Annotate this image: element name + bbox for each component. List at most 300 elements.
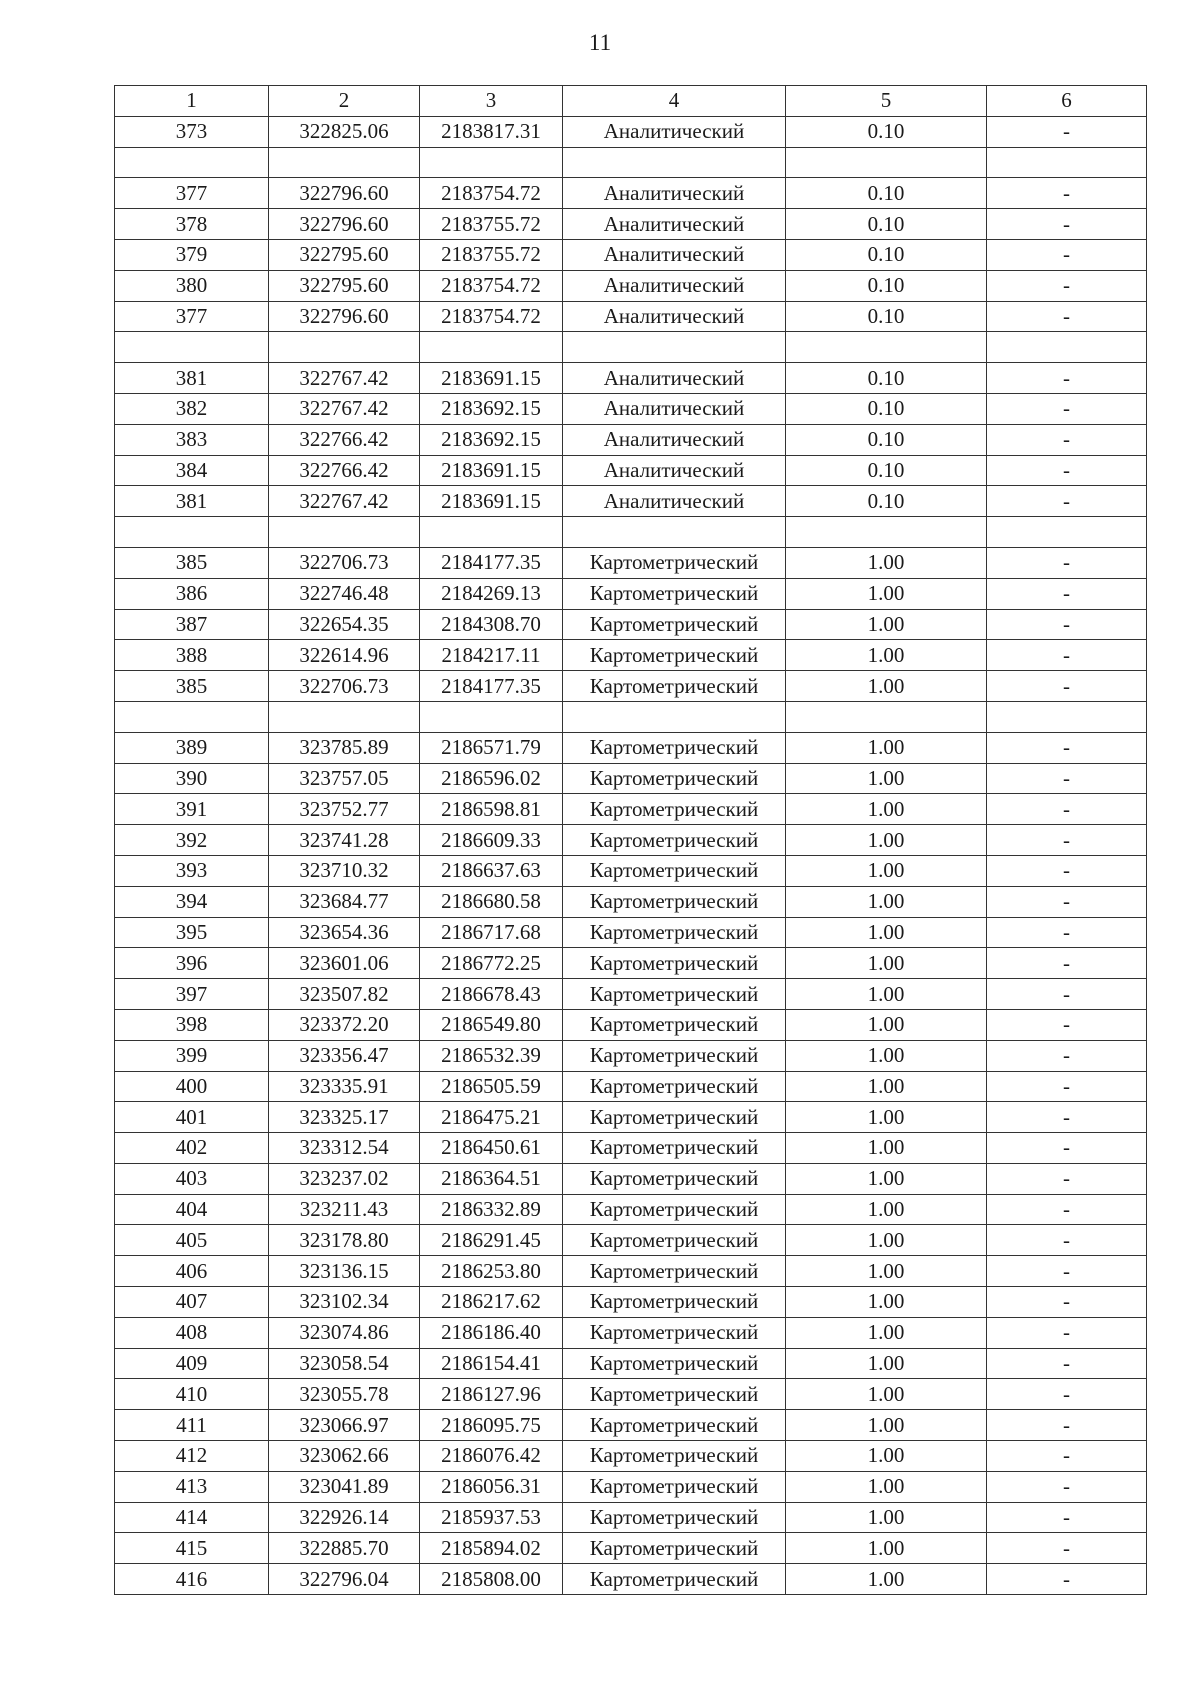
accuracy-cell: 1.00 xyxy=(786,1287,987,1318)
y-coordinate-cell: 2186332.89 xyxy=(420,1194,563,1225)
accuracy-cell: 1.00 xyxy=(786,1102,987,1133)
column-header: 5 xyxy=(786,86,987,117)
point-number-cell xyxy=(115,701,269,732)
point-number-cell: 416 xyxy=(115,1564,269,1595)
accuracy-cell xyxy=(786,701,987,732)
point-number-cell: 411 xyxy=(115,1410,269,1441)
method-cell: Картометрический xyxy=(563,886,786,917)
y-coordinate-cell: 2184308.70 xyxy=(420,609,563,640)
method-cell: Картометрический xyxy=(563,948,786,979)
point-number-cell: 378 xyxy=(115,209,269,240)
table-row xyxy=(115,825,1147,856)
y-coordinate-cell: 2183755.72 xyxy=(420,239,563,270)
table-row xyxy=(115,886,1147,917)
accuracy-cell: 0.10 xyxy=(786,455,987,486)
point-number-cell: 404 xyxy=(115,1194,269,1225)
y-coordinate-cell: 2185808.00 xyxy=(420,1564,563,1595)
method-cell: Картометрический xyxy=(563,578,786,609)
notes-cell: - xyxy=(987,1102,1147,1133)
notes-cell: - xyxy=(987,209,1147,240)
point-number-cell: 383 xyxy=(115,424,269,455)
y-coordinate-cell: 2186076.42 xyxy=(420,1441,563,1472)
notes-cell: - xyxy=(987,1163,1147,1194)
point-number-cell: 412 xyxy=(115,1441,269,1472)
x-coordinate-cell: 323684.77 xyxy=(269,886,420,917)
point-number-cell: 407 xyxy=(115,1287,269,1318)
accuracy-cell: 1.00 xyxy=(786,1317,987,1348)
notes-cell: - xyxy=(987,1009,1147,1040)
x-coordinate-cell: 323211.43 xyxy=(269,1194,420,1225)
point-number-cell: 377 xyxy=(115,178,269,209)
accuracy-cell: 0.10 xyxy=(786,424,987,455)
notes-cell: - xyxy=(987,671,1147,702)
table-row xyxy=(115,1441,1147,1472)
method-cell: Картометрический xyxy=(563,547,786,578)
point-number-cell: 379 xyxy=(115,239,269,270)
point-number-cell: 390 xyxy=(115,763,269,794)
notes-cell: - xyxy=(987,732,1147,763)
point-number-cell: 415 xyxy=(115,1533,269,1564)
method-cell: Картометрический xyxy=(563,732,786,763)
accuracy-cell: 1.00 xyxy=(786,1379,987,1410)
point-number-cell: 397 xyxy=(115,979,269,1010)
x-coordinate-cell: 323752.77 xyxy=(269,794,420,825)
method-cell: Аналитический xyxy=(563,301,786,332)
method-cell: Картометрический xyxy=(563,979,786,1010)
table-row xyxy=(115,1564,1147,1595)
y-coordinate-cell: 2186291.45 xyxy=(420,1225,563,1256)
accuracy-cell xyxy=(786,517,987,548)
x-coordinate-cell: 323055.78 xyxy=(269,1379,420,1410)
notes-cell: - xyxy=(987,239,1147,270)
method-cell xyxy=(563,147,786,178)
x-coordinate-cell: 322796.60 xyxy=(269,301,420,332)
point-number-cell: 385 xyxy=(115,671,269,702)
column-header: 2 xyxy=(269,86,420,117)
notes-cell: - xyxy=(987,855,1147,886)
method-cell: Аналитический xyxy=(563,393,786,424)
y-coordinate-cell xyxy=(420,517,563,548)
notes-cell: - xyxy=(987,1071,1147,1102)
method-cell: Картометрический xyxy=(563,1317,786,1348)
notes-cell: - xyxy=(987,424,1147,455)
y-coordinate-cell: 2185894.02 xyxy=(420,1533,563,1564)
method-cell: Картометрический xyxy=(563,609,786,640)
point-number-cell: 398 xyxy=(115,1009,269,1040)
method-cell: Картометрический xyxy=(563,917,786,948)
x-coordinate-cell: 323372.20 xyxy=(269,1009,420,1040)
y-coordinate-cell: 2184177.35 xyxy=(420,547,563,578)
point-number-cell: 403 xyxy=(115,1163,269,1194)
notes-cell: - xyxy=(987,1040,1147,1071)
accuracy-cell: 1.00 xyxy=(786,948,987,979)
table-row xyxy=(115,763,1147,794)
notes-cell: - xyxy=(987,640,1147,671)
x-coordinate-cell: 323178.80 xyxy=(269,1225,420,1256)
method-cell: Картометрический xyxy=(563,1225,786,1256)
notes-cell: - xyxy=(987,1225,1147,1256)
accuracy-cell: 1.00 xyxy=(786,1564,987,1595)
accuracy-cell: 1.00 xyxy=(786,1256,987,1287)
table-row xyxy=(115,1009,1147,1040)
y-coordinate-cell: 2186598.81 xyxy=(420,794,563,825)
table-row xyxy=(115,1163,1147,1194)
table-row xyxy=(115,917,1147,948)
y-coordinate-cell: 2183691.15 xyxy=(420,363,563,394)
method-cell: Аналитический xyxy=(563,178,786,209)
notes-cell: - xyxy=(987,609,1147,640)
point-number-cell: 386 xyxy=(115,578,269,609)
accuracy-cell: 1.00 xyxy=(786,855,987,886)
accuracy-cell: 1.00 xyxy=(786,640,987,671)
point-number-cell: 385 xyxy=(115,547,269,578)
table-row xyxy=(115,1287,1147,1318)
point-number-cell: 414 xyxy=(115,1502,269,1533)
table-row xyxy=(115,363,1147,394)
y-coordinate-cell: 2186186.40 xyxy=(420,1317,563,1348)
method-cell: Аналитический xyxy=(563,486,786,517)
y-coordinate-cell: 2186678.43 xyxy=(420,979,563,1010)
accuracy-cell: 1.00 xyxy=(786,825,987,856)
y-coordinate-cell xyxy=(420,332,563,363)
accuracy-cell: 1.00 xyxy=(786,1410,987,1441)
point-number-cell: 389 xyxy=(115,732,269,763)
y-coordinate-cell: 2183754.72 xyxy=(420,178,563,209)
notes-cell: - xyxy=(987,486,1147,517)
accuracy-cell: 0.10 xyxy=(786,270,987,301)
notes-cell: - xyxy=(987,1502,1147,1533)
table-row xyxy=(115,948,1147,979)
table-row xyxy=(115,1256,1147,1287)
method-cell: Картометрический xyxy=(563,1502,786,1533)
notes-cell: - xyxy=(987,1533,1147,1564)
table-row xyxy=(115,393,1147,424)
table-row xyxy=(115,1225,1147,1256)
x-coordinate-cell: 322767.42 xyxy=(269,363,420,394)
y-coordinate-cell: 2186450.61 xyxy=(420,1133,563,1164)
y-coordinate-cell: 2186637.63 xyxy=(420,855,563,886)
point-number-cell: 399 xyxy=(115,1040,269,1071)
method-cell: Картометрический xyxy=(563,1163,786,1194)
accuracy-cell: 0.10 xyxy=(786,209,987,240)
x-coordinate-cell xyxy=(269,332,420,363)
point-number-cell: 373 xyxy=(115,116,269,147)
accuracy-cell xyxy=(786,332,987,363)
y-coordinate-cell: 2183691.15 xyxy=(420,455,563,486)
x-coordinate-cell xyxy=(269,147,420,178)
column-header: 6 xyxy=(987,86,1147,117)
x-coordinate-cell: 323058.54 xyxy=(269,1348,420,1379)
x-coordinate-cell: 323237.02 xyxy=(269,1163,420,1194)
method-cell: Картометрический xyxy=(563,1348,786,1379)
point-number-cell: 387 xyxy=(115,609,269,640)
y-coordinate-cell: 2183692.15 xyxy=(420,393,563,424)
y-coordinate-cell: 2186680.58 xyxy=(420,886,563,917)
table-row xyxy=(115,486,1147,517)
x-coordinate-cell: 322825.06 xyxy=(269,116,420,147)
method-cell: Картометрический xyxy=(563,1379,786,1410)
accuracy-cell: 1.00 xyxy=(786,794,987,825)
point-number-cell xyxy=(115,332,269,363)
notes-cell: - xyxy=(987,763,1147,794)
separator-row xyxy=(115,517,1147,548)
x-coordinate-cell: 323507.82 xyxy=(269,979,420,1010)
y-coordinate-cell: 2186154.41 xyxy=(420,1348,563,1379)
accuracy-cell: 1.00 xyxy=(786,1194,987,1225)
accuracy-cell: 1.00 xyxy=(786,1040,987,1071)
accuracy-cell: 1.00 xyxy=(786,1009,987,1040)
x-coordinate-cell: 322796.60 xyxy=(269,209,420,240)
notes-cell: - xyxy=(987,1256,1147,1287)
notes-cell: - xyxy=(987,363,1147,394)
accuracy-cell: 0.10 xyxy=(786,363,987,394)
table-row xyxy=(115,732,1147,763)
table-row xyxy=(115,455,1147,486)
accuracy-cell: 0.10 xyxy=(786,116,987,147)
x-coordinate-cell: 322766.42 xyxy=(269,455,420,486)
accuracy-cell: 0.10 xyxy=(786,239,987,270)
y-coordinate-cell: 2186609.33 xyxy=(420,825,563,856)
point-number-cell: 413 xyxy=(115,1471,269,1502)
x-coordinate-cell: 323785.89 xyxy=(269,732,420,763)
table-row xyxy=(115,640,1147,671)
table-row xyxy=(115,547,1147,578)
notes-cell: - xyxy=(987,1441,1147,1472)
point-number-cell: 380 xyxy=(115,270,269,301)
method-cell: Аналитический xyxy=(563,270,786,301)
notes-cell xyxy=(987,147,1147,178)
point-number-cell: 384 xyxy=(115,455,269,486)
accuracy-cell: 1.00 xyxy=(786,1502,987,1533)
y-coordinate-cell: 2184217.11 xyxy=(420,640,563,671)
method-cell: Картометрический xyxy=(563,855,786,886)
table-header xyxy=(115,86,1147,117)
y-coordinate-cell: 2186505.59 xyxy=(420,1071,563,1102)
point-number-cell: 401 xyxy=(115,1102,269,1133)
notes-cell: - xyxy=(987,825,1147,856)
accuracy-cell: 1.00 xyxy=(786,763,987,794)
point-number-cell: 402 xyxy=(115,1133,269,1164)
method-cell xyxy=(563,701,786,732)
y-coordinate-cell: 2183817.31 xyxy=(420,116,563,147)
method-cell: Картометрический xyxy=(563,1071,786,1102)
x-coordinate-cell: 323074.86 xyxy=(269,1317,420,1348)
notes-cell: - xyxy=(987,393,1147,424)
coordinates-table xyxy=(114,85,1147,1595)
notes-cell: - xyxy=(987,1410,1147,1441)
method-cell: Аналитический xyxy=(563,455,786,486)
x-coordinate-cell: 323356.47 xyxy=(269,1040,420,1071)
table-row xyxy=(115,1471,1147,1502)
point-number-cell: 396 xyxy=(115,948,269,979)
x-coordinate-cell: 322795.60 xyxy=(269,239,420,270)
x-coordinate-cell: 322767.42 xyxy=(269,393,420,424)
x-coordinate-cell: 323601.06 xyxy=(269,948,420,979)
method-cell: Картометрический xyxy=(563,763,786,794)
method-cell: Картометрический xyxy=(563,1410,786,1441)
accuracy-cell: 1.00 xyxy=(786,1071,987,1102)
y-coordinate-cell: 2186217.62 xyxy=(420,1287,563,1318)
notes-cell: - xyxy=(987,1287,1147,1318)
accuracy-cell: 1.00 xyxy=(786,1163,987,1194)
y-coordinate-cell: 2186475.21 xyxy=(420,1102,563,1133)
x-coordinate-cell: 322796.04 xyxy=(269,1564,420,1595)
y-coordinate-cell: 2186596.02 xyxy=(420,763,563,794)
table-row xyxy=(115,1194,1147,1225)
method-cell: Аналитический xyxy=(563,239,786,270)
notes-cell: - xyxy=(987,578,1147,609)
method-cell xyxy=(563,332,786,363)
table-row xyxy=(115,671,1147,702)
y-coordinate-cell xyxy=(420,701,563,732)
table-row xyxy=(115,1379,1147,1410)
accuracy-cell: 0.10 xyxy=(786,301,987,332)
y-coordinate-cell: 2186253.80 xyxy=(420,1256,563,1287)
x-coordinate-cell: 322885.70 xyxy=(269,1533,420,1564)
method-cell xyxy=(563,517,786,548)
table-row xyxy=(115,178,1147,209)
y-coordinate-cell: 2183692.15 xyxy=(420,424,563,455)
table-row xyxy=(115,270,1147,301)
point-number-cell: 405 xyxy=(115,1225,269,1256)
table-row xyxy=(115,1071,1147,1102)
accuracy-cell: 1.00 xyxy=(786,609,987,640)
point-number-cell: 395 xyxy=(115,917,269,948)
x-coordinate-cell xyxy=(269,701,420,732)
x-coordinate-cell: 322706.73 xyxy=(269,671,420,702)
notes-cell: - xyxy=(987,1379,1147,1410)
point-number-cell xyxy=(115,517,269,548)
accuracy-cell: 1.00 xyxy=(786,1441,987,1472)
table-row xyxy=(115,1348,1147,1379)
table-row xyxy=(115,1317,1147,1348)
accuracy-cell: 1.00 xyxy=(786,1225,987,1256)
point-number-cell: 382 xyxy=(115,393,269,424)
table-row xyxy=(115,239,1147,270)
point-number-cell: 409 xyxy=(115,1348,269,1379)
x-coordinate-cell: 323102.34 xyxy=(269,1287,420,1318)
accuracy-cell: 1.00 xyxy=(786,547,987,578)
point-number-cell: 400 xyxy=(115,1071,269,1102)
method-cell: Картометрический xyxy=(563,1287,786,1318)
accuracy-cell: 1.00 xyxy=(786,578,987,609)
method-cell: Картометрический xyxy=(563,1133,786,1164)
x-coordinate-cell: 323066.97 xyxy=(269,1410,420,1441)
accuracy-cell: 1.00 xyxy=(786,732,987,763)
accuracy-cell: 1.00 xyxy=(786,1133,987,1164)
table-row xyxy=(115,855,1147,886)
notes-cell xyxy=(987,332,1147,363)
y-coordinate-cell: 2186549.80 xyxy=(420,1009,563,1040)
column-header: 1 xyxy=(115,86,269,117)
y-coordinate-cell: 2183691.15 xyxy=(420,486,563,517)
point-number-cell xyxy=(115,147,269,178)
point-number-cell: 391 xyxy=(115,794,269,825)
accuracy-cell: 1.00 xyxy=(786,1471,987,1502)
x-coordinate-cell: 322614.96 xyxy=(269,640,420,671)
y-coordinate-cell: 2186532.39 xyxy=(420,1040,563,1071)
x-coordinate-cell xyxy=(269,517,420,548)
table-row xyxy=(115,794,1147,825)
notes-cell: - xyxy=(987,547,1147,578)
notes-cell: - xyxy=(987,1133,1147,1164)
method-cell: Картометрический xyxy=(563,1256,786,1287)
notes-cell: - xyxy=(987,1471,1147,1502)
notes-cell: - xyxy=(987,301,1147,332)
accuracy-cell: 0.10 xyxy=(786,393,987,424)
notes-cell: - xyxy=(987,1564,1147,1595)
point-number-cell: 377 xyxy=(115,301,269,332)
notes-cell: - xyxy=(987,178,1147,209)
accuracy-cell: 1.00 xyxy=(786,886,987,917)
y-coordinate-cell: 2183754.72 xyxy=(420,301,563,332)
notes-cell: - xyxy=(987,1194,1147,1225)
table-row xyxy=(115,1133,1147,1164)
notes-cell: - xyxy=(987,1317,1147,1348)
table-body xyxy=(115,116,1147,1594)
table-row xyxy=(115,116,1147,147)
table-row xyxy=(115,1040,1147,1071)
x-coordinate-cell: 322795.60 xyxy=(269,270,420,301)
accuracy-cell: 1.00 xyxy=(786,917,987,948)
table-row xyxy=(115,1410,1147,1441)
y-coordinate-cell: 2184269.13 xyxy=(420,578,563,609)
y-coordinate-cell: 2186127.96 xyxy=(420,1379,563,1410)
header-row xyxy=(115,86,1147,117)
x-coordinate-cell: 323312.54 xyxy=(269,1133,420,1164)
accuracy-cell: 1.00 xyxy=(786,979,987,1010)
table-row xyxy=(115,1533,1147,1564)
x-coordinate-cell: 322766.42 xyxy=(269,424,420,455)
x-coordinate-cell: 322796.60 xyxy=(269,178,420,209)
table-row xyxy=(115,979,1147,1010)
x-coordinate-cell: 322654.35 xyxy=(269,609,420,640)
x-coordinate-cell: 323741.28 xyxy=(269,825,420,856)
method-cell: Картометрический xyxy=(563,794,786,825)
separator-row xyxy=(115,701,1147,732)
notes-cell: - xyxy=(987,1348,1147,1379)
notes-cell: - xyxy=(987,948,1147,979)
method-cell: Картометрический xyxy=(563,1564,786,1595)
method-cell: Картометрический xyxy=(563,1009,786,1040)
method-cell: Картометрический xyxy=(563,1471,786,1502)
x-coordinate-cell: 323654.36 xyxy=(269,917,420,948)
accuracy-cell: 0.10 xyxy=(786,486,987,517)
x-coordinate-cell: 323757.05 xyxy=(269,763,420,794)
method-cell: Картометрический xyxy=(563,1194,786,1225)
y-coordinate-cell: 2183754.72 xyxy=(420,270,563,301)
notes-cell: - xyxy=(987,116,1147,147)
column-header: 3 xyxy=(420,86,563,117)
y-coordinate-cell: 2186095.75 xyxy=(420,1410,563,1441)
notes-cell xyxy=(987,517,1147,548)
method-cell: Картометрический xyxy=(563,1102,786,1133)
table-row xyxy=(115,609,1147,640)
y-coordinate-cell: 2186056.31 xyxy=(420,1471,563,1502)
notes-cell xyxy=(987,701,1147,732)
table-row xyxy=(115,1502,1147,1533)
x-coordinate-cell: 323062.66 xyxy=(269,1441,420,1472)
method-cell: Картометрический xyxy=(563,1533,786,1564)
point-number-cell: 394 xyxy=(115,886,269,917)
point-number-cell: 381 xyxy=(115,363,269,394)
y-coordinate-cell: 2184177.35 xyxy=(420,671,563,702)
accuracy-cell: 0.10 xyxy=(786,178,987,209)
accuracy-cell: 1.00 xyxy=(786,1348,987,1379)
method-cell: Аналитический xyxy=(563,209,786,240)
notes-cell: - xyxy=(987,270,1147,301)
notes-cell: - xyxy=(987,794,1147,825)
